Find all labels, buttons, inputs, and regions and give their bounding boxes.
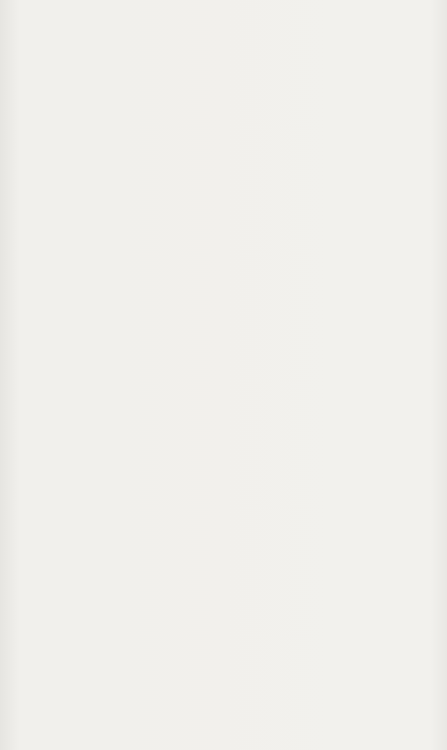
bleed-through-text: [28, 40, 423, 51]
